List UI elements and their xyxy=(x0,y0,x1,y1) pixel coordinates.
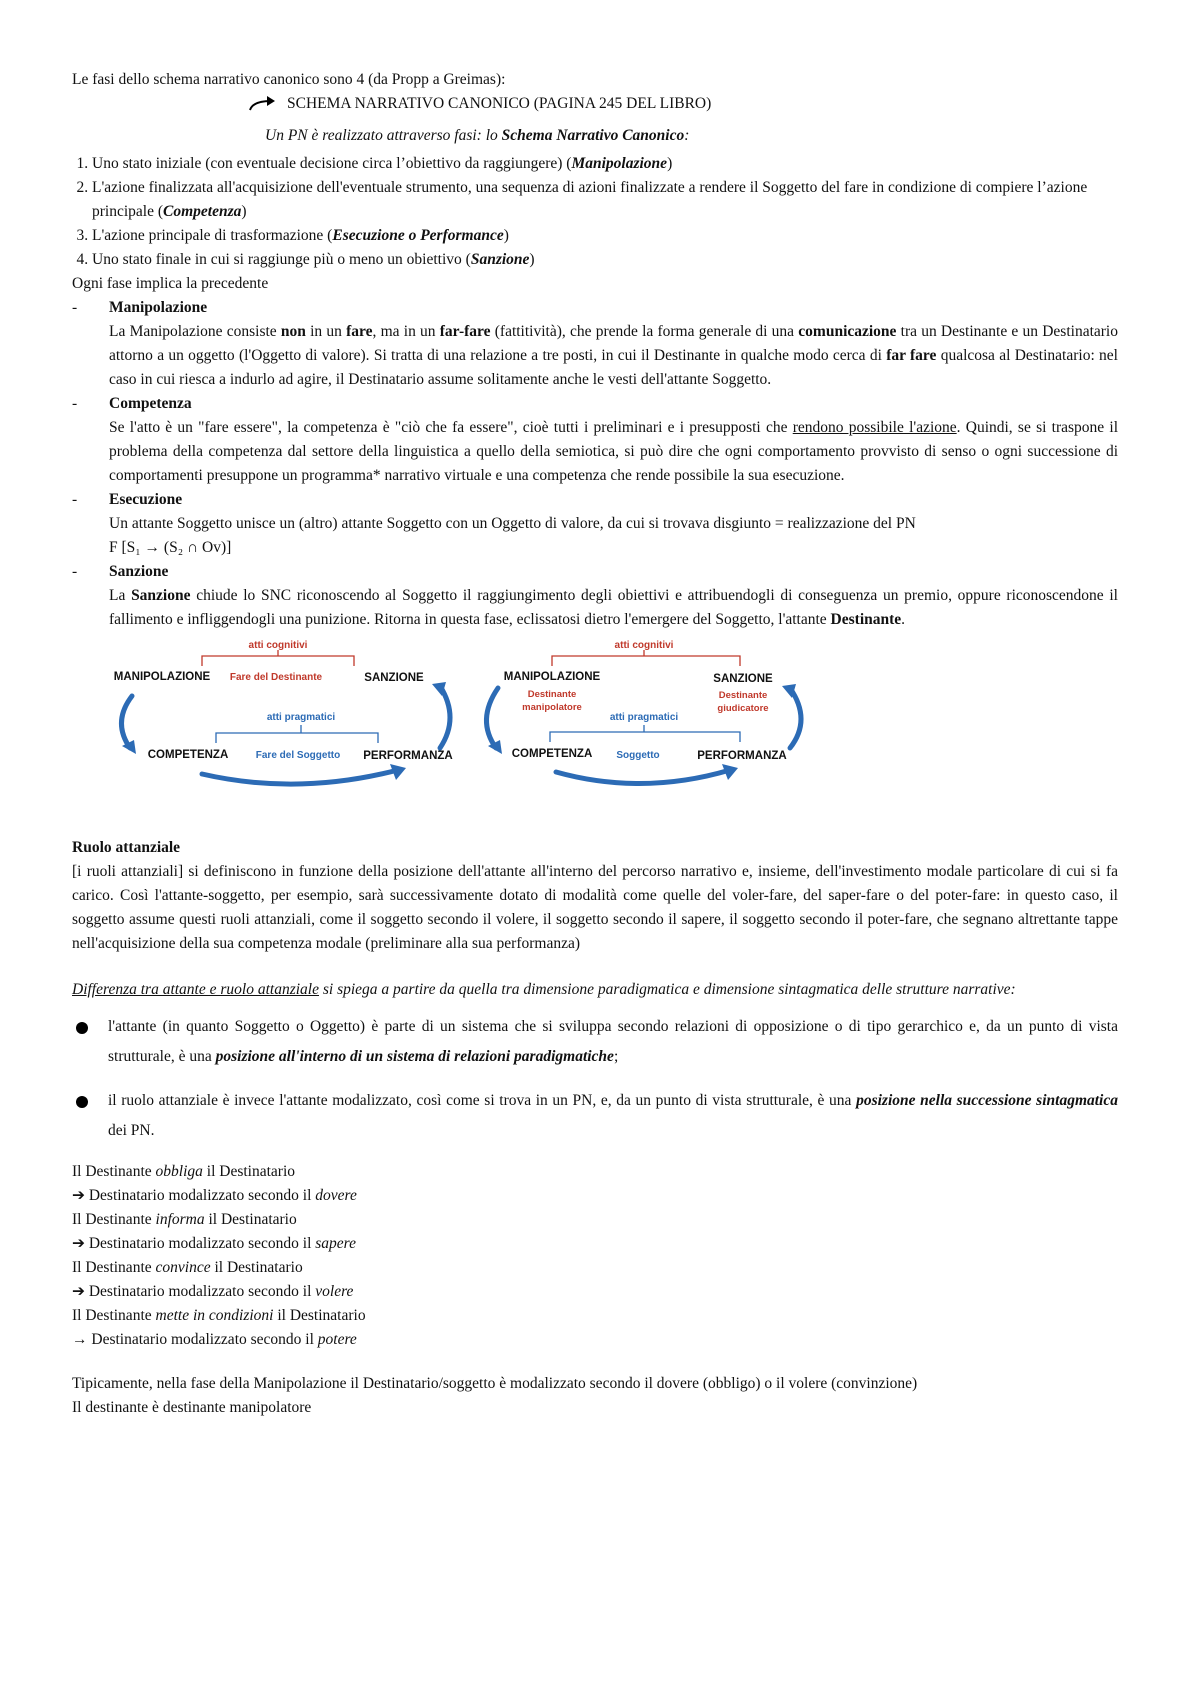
modality-line: ➔ Destinatario modalizzato secondo il sapere xyxy=(72,1235,357,1252)
label-destinante-1: Destinante xyxy=(527,689,577,700)
label-manipolazione: MANIPOLAZIONE xyxy=(113,671,211,683)
ruolo-heading: Ruolo attanziale xyxy=(72,839,181,856)
label-competenza: COMPETENZA xyxy=(511,748,593,760)
label-atti-cognitivi: atti cognitivi xyxy=(614,640,674,651)
label-competenza: COMPETENZA xyxy=(147,749,229,761)
section-esecuzione-text: Un attante Soggetto unisce un (altro) attante Soggetto con un Oggetto di valore, da cui si trovava disgiunto = realizzazione del PN xyxy=(109,515,916,532)
phase-item: 2. L'azione finalizzata all'acquisizione dell'eventuale strumento, una sequenza di azioni finalizzate a rendere il Soggetto del fare in condizione di compiere l’azione principale (Competenza) xyxy=(92,176,1118,224)
label-atti-pragmatici: atti pragmatici xyxy=(266,712,336,723)
label-manipolazione: MANIPOLAZIONE xyxy=(503,671,601,683)
section-sanzione-text: La Sanzione chiude lo SNC riconoscendo al Soggetto il raggiungimento degli obiettivi e attribuendogli di conseguenza un premio, oppure riconoscendone il fallimento e infliggendogli una punizione. Ritorna in questa fase, eclissatosi dietro l'emergere del Soggetto, l'attante Destinante. xyxy=(109,587,1118,628)
phases-list xyxy=(72,152,1118,272)
modality-line: ➔ Destinatario modalizzato secondo il dovere xyxy=(72,1187,357,1204)
bullet-item: il ruolo attanziale è invece l'attante modalizzato, così come si trova in un PN, e, da un punto di vista strutturale, è una posizione nella successione sintagmatica dei PN. xyxy=(72,1086,1118,1146)
document-page xyxy=(72,68,1118,1420)
phase-item: 4. Uno stato finale in cui si raggiunge più o meno un obiettivo (Sanzione) xyxy=(92,248,1118,272)
modality-line: ➔ Destinatario modalizzato secondo il volere xyxy=(72,1283,354,1300)
label-soggetto: Soggetto xyxy=(616,750,660,761)
diagram-right xyxy=(472,636,832,818)
modality-line: Il Destinante convince il Destinatario xyxy=(72,1259,303,1276)
formula: F [S₁ → (S₂ ∩ Ov)] xyxy=(109,539,232,556)
modality-line: Il Destinante obbliga il Destinatario xyxy=(72,1163,296,1180)
modalities-list xyxy=(72,1160,1118,1352)
modality-line: Il Destinante mette in condizioni il Destinatario xyxy=(72,1307,366,1324)
diagram-left xyxy=(108,636,466,818)
bullet-list xyxy=(72,1012,1118,1146)
phase-item: 3. L'azione principale di trasformazione (Esecuzione o Performance) xyxy=(92,224,1118,248)
diagrams xyxy=(72,636,1118,818)
pn-line: Un PN è realizzato attraverso fasi: lo Schema Narrativo Canonico: xyxy=(265,127,690,144)
intro-line: Le fasi dello schema narrativo canonico sono 4 (da Propp a Greimas): xyxy=(72,71,506,88)
section-competenza-heading: - Competenza xyxy=(72,395,192,412)
label-atti-cognitivi: atti cognitivi xyxy=(248,640,308,651)
modality-line: → Destinatario modalizzato secondo il potere xyxy=(72,1331,357,1348)
section-sanzione-heading: - Sanzione xyxy=(72,563,169,580)
section-manipolazione-heading: - Manipolazione xyxy=(72,299,208,316)
reference-line xyxy=(72,92,1118,116)
each-phase-line: Ogni fase implica la precedente xyxy=(72,275,269,292)
modality-line: Il Destinante informa il Destinatario xyxy=(72,1211,297,1228)
final-line-2: Il destinante è destinante manipolatore xyxy=(72,1399,312,1416)
label-performanza: PERFORMANZA xyxy=(697,750,787,762)
ruolo-text: [i ruoli attanziali] si definiscono in funzione della posizione dell'attante all'interno del percorso narrativo e, insieme, dell'investimento modale particolare di cui si fa carico. Così l'attante-soggetto, per esempio, sarà successivamente dotato di modalità come quelle del voler-fare, del saper-fare o del poter-fare: in questo caso, il soggetto assume questi ruoli attanziali, come il soggetto secondo il volere, il soggetto secondo il sapere, il soggetto secondo il poter-fare, che segnano altrettante tappe nell'acquisizione della sua competenza modale (preliminare alla sua performanza) xyxy=(72,863,1118,952)
label-fare-destinante: Fare del Destinante xyxy=(229,672,323,683)
label-atti-pragmatici: atti pragmatici xyxy=(609,712,679,723)
reference-text: SCHEMA NARRATIVO CANONICO (PAGINA 245 DEL LIBRO) xyxy=(287,95,712,112)
label-manipolatore: manipolatore xyxy=(522,702,582,713)
label-giudicatore: giudicatore xyxy=(717,703,769,714)
curved-arrow-icon xyxy=(247,95,277,113)
section-esecuzione-heading: - Esecuzione xyxy=(72,491,183,508)
label-sanzione: SANZIONE xyxy=(713,673,773,685)
label-performanza: PERFORMANZA xyxy=(363,750,453,762)
bullet-item: l'attante (in quanto Soggetto o Oggetto) è parte di un sistema che si sviluppa secondo relazioni di opposizione o di tipo gerarchico e, da un punto di vista strutturale, è una posizione all'interno di un sistema di relazioni paradigmatiche; xyxy=(72,1012,1118,1072)
section-manipolazione-text: La Manipolazione consiste non in un fare, ma in un far-fare (fattitività), che prende la forma generale di una comunicazione tra un Destinante e un Destinatario attorno a un oggetto (l'Oggetto di valore). Si tratta di una relazione a tre posti, in cui il Destinante in qualche modo cerca di far fare qualcosa al Destinatario: nel caso in cui riesca a indurlo ad agire, il Destinatario assume solitamente anche le vesti dell'attante Soggetto. xyxy=(109,323,1118,388)
label-fare-soggetto: Fare del Soggetto xyxy=(255,750,341,761)
label-sanzione: SANZIONE xyxy=(364,672,424,684)
final-line-1: Tipicamente, nella fase della Manipolazione il Destinatario/soggetto è modalizzato secondo il dovere (obbligo) o il volere (convinzione) xyxy=(72,1375,918,1392)
section-competenza-text: Se l'atto è un "fare essere", la competenza è "ciò che fa essere", cioè tutti i preliminari e i presupposti che rendono possibile l'azione. Quindi, se si traspone il problema della competenza dal settore della linguistica a quello della semiotica, si può dire che ogni comportamento provvisto di senso o ogni successione di comportamenti presuppone un programma* narrativo virtuale e una competenza che rende possibile la sua esecuzione. xyxy=(109,419,1118,484)
differenza-line: Differenza tra attante e ruolo attanziale si spiega a partire da quella tra dimensione paradigmatica e dimensione sintagmatica delle strutture narrative: xyxy=(72,981,1016,998)
final-block xyxy=(72,1372,1118,1420)
bullet-icon xyxy=(72,1086,108,1146)
label-destinante-2: Destinante xyxy=(718,690,768,701)
phase-item: 1. Uno stato iniziale (con eventuale decisione circa l’obiettivo da raggiungere) (Manipolazione) xyxy=(92,152,1118,176)
bullet-icon xyxy=(72,1012,108,1072)
